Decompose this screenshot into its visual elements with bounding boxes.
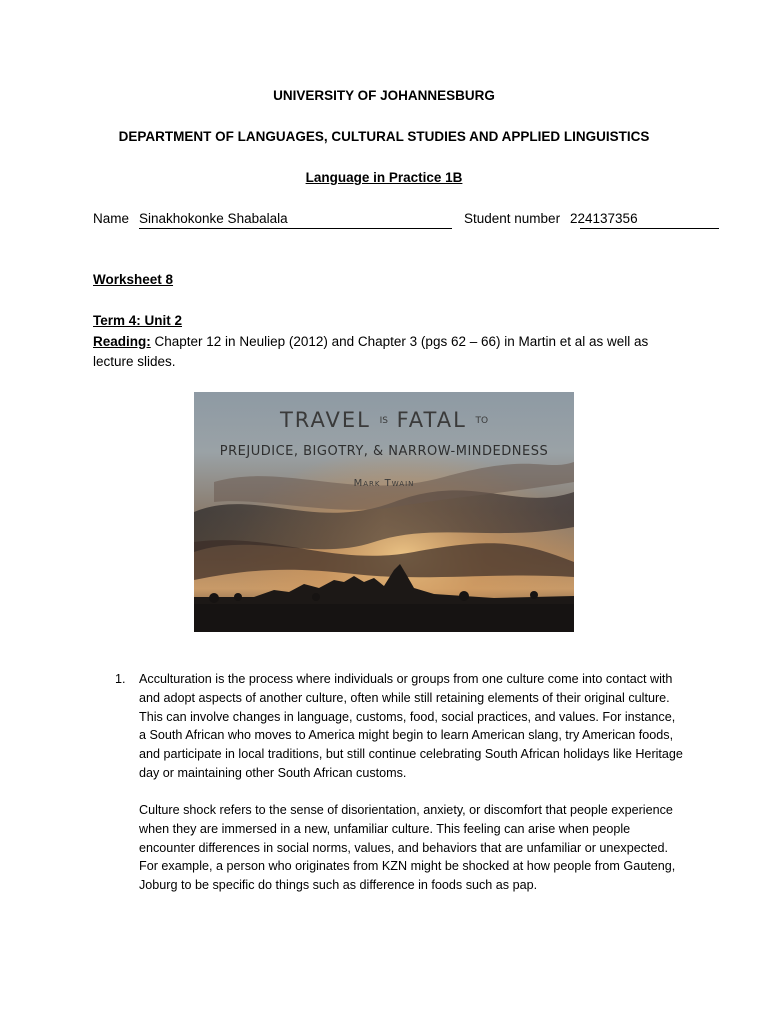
term-heading: Term 4: Unit 2 [93,313,183,328]
reading-label: Reading: [93,334,151,349]
student-info-row [93,210,723,232]
course-title: Language in Practice 1B [305,170,463,185]
quote-line-2: PREJUDICE, BIGOTRY, & NARROW-MINDEDNESS [219,444,549,459]
university-heading: UNIVERSITY OF JOHANNESBURG [273,88,495,103]
quote-word-travel: TRAVEL [279,408,371,432]
department-heading: DEPARTMENT OF LANGUAGES, CULTURAL STUDIES AND APPLIED LINGUISTICS [118,129,650,144]
student-number-value: 224137356 [570,211,638,226]
quote-line-1 [194,408,574,432]
quote-word-fatal: FATAL [396,408,467,432]
culture-shock-paragraph: Culture shock refers to the sense of disorientation, anxiety, or discomfort that people experience when they are immersed in a new, unfamiliar culture. This feeling can arise when people encounter differences in social norms, values, and behaviors that are unfamiliar or unexpected. For example, a person who originates from KZN might be shocked at how people from Gauteng, Joburg to be specific do things such as difference in foods such as pap. [139,803,676,893]
list-number: 1. [115,672,126,686]
acculturation-paragraph: Acculturation is the process where individuals or groups from one culture come into contact with and adopt aspects of another culture, often while still retaining elements of their original culture. This can involve changes in language, customs, food, social practices, and values. For instance, a South African who moves to America might begin to learn American slang, try American foods, and participate in local traditions, but still continue celebrating South African holidays like Heritage day or maintaining other South African customs. [139,672,683,780]
reading-text: Chapter 12 in Neuliep (2012) and Chapter 3 (pgs 62 – 66) in Martin et al as well as lecture slides. [93,334,649,369]
worksheet-title: Worksheet 8 [93,272,174,287]
quote-word-is: IS [379,416,388,426]
student-number-underline [580,228,719,229]
student-number-label: Student number [464,211,561,226]
travel-quote-photo [194,392,574,632]
name-label: Name [93,211,130,226]
name-value: Sinakhokonke Shabalala [139,211,288,226]
name-underline [139,228,452,229]
quote-word-to: TO [475,416,489,426]
quote-author: Mark Twain [353,478,415,489]
reading-paragraph [93,332,683,372]
